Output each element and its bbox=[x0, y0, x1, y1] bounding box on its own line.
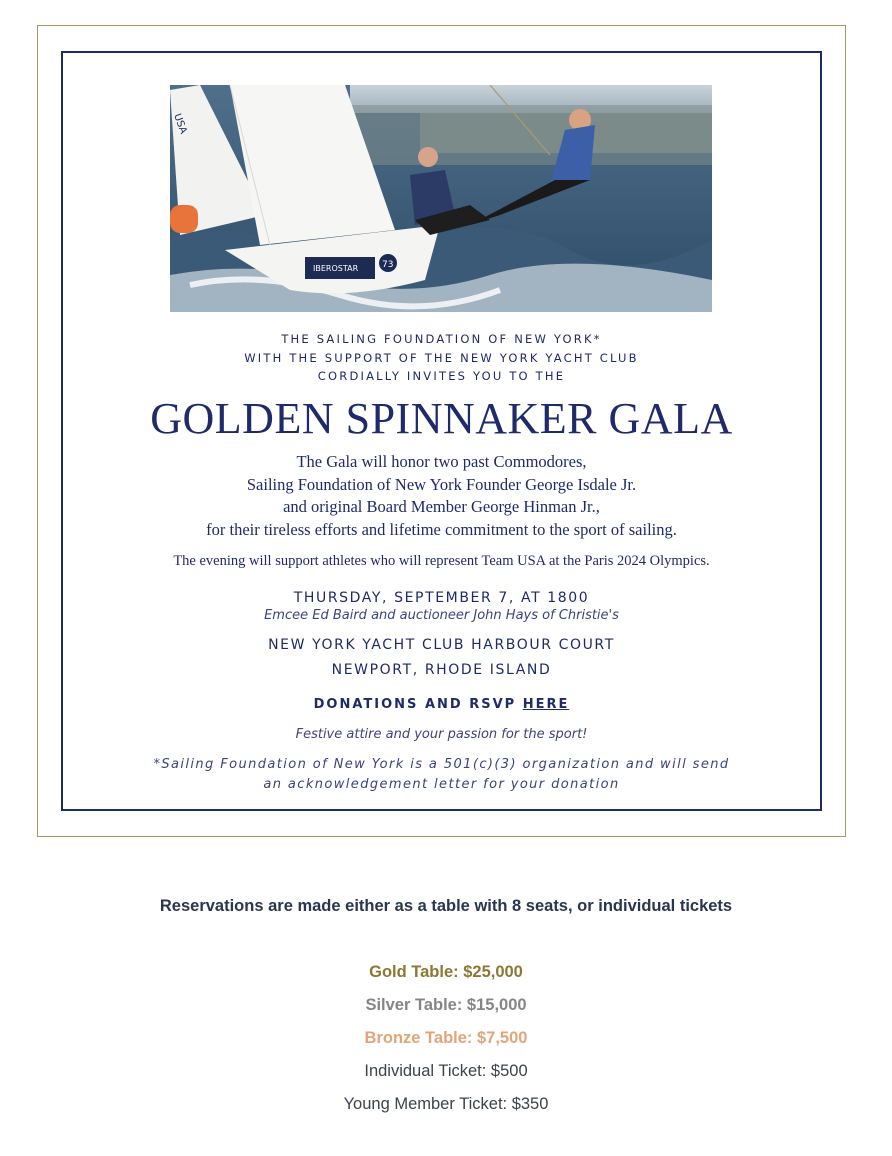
reservations-heading: Reservations are made either as a table with 8 seats, or individual tickets bbox=[159, 897, 733, 915]
sail-number: 73 bbox=[382, 260, 394, 270]
footnote bbox=[61, 755, 822, 795]
price-young-member-ticket: Young Member Ticket: $350 bbox=[343, 1095, 549, 1113]
kicker-line: THE SAILING FOUNDATION OF NEW YORK* bbox=[281, 332, 602, 346]
kicker-line: CORDIALLY INVITES YOU TO THE bbox=[317, 369, 566, 383]
attire-note: Festive attire and your passion for the sport! bbox=[295, 727, 588, 742]
sailing-photo bbox=[170, 85, 712, 312]
price-gold-table: Gold Table: $25,000 bbox=[369, 963, 523, 981]
rsvp-line bbox=[61, 695, 822, 715]
kicker-line: WITH THE SUPPORT OF THE NEW YORK YACHT CLUB bbox=[244, 350, 639, 365]
support-line: The evening will support athletes who will represent Team USA at the Paris 2024 Olympics. bbox=[173, 553, 710, 569]
honor-line: and original Board Member George Hinman Jr., bbox=[283, 497, 600, 517]
price-bronze-table: Bronze Table: $7,500 bbox=[364, 1029, 528, 1047]
footnote-line: an acknowledgement letter for your donation bbox=[263, 777, 620, 792]
price-individual-ticket: Individual Ticket: $500 bbox=[364, 1062, 528, 1080]
emcee-line: Emcee Ed Baird and auctioneer John Hays of Christie's bbox=[264, 608, 619, 623]
price-silver-table: Silver Table: $15,000 bbox=[365, 996, 527, 1014]
invitation-kicker bbox=[61, 330, 822, 386]
honor-line: Sailing Foundation of New York Founder George Isdale Jr. bbox=[246, 474, 637, 494]
footnote-line: *Sailing Foundation of New York is a 501(c)(3) organization and will send bbox=[153, 757, 730, 772]
sail-text: USA bbox=[171, 112, 189, 136]
honor-line: for their tireless efforts and lifetime commitment to the sport of sailing. bbox=[206, 520, 677, 540]
rsvp-label: DONATIONS AND RSVP bbox=[313, 697, 517, 712]
event-date: THURSDAY, SEPTEMBER 7, AT 1800 bbox=[293, 590, 590, 606]
honor-line: The Gala will honor two past Commodores, bbox=[296, 452, 587, 471]
venue-line: NEW YORK YACHT CLUB HARBOUR COURT bbox=[268, 637, 615, 653]
honor-paragraph bbox=[61, 451, 822, 542]
gala-title: GOLDEN SPINNAKER GALA bbox=[150, 394, 733, 443]
rsvp-here-link[interactable]: HERE bbox=[522, 697, 570, 712]
venue bbox=[61, 633, 822, 683]
hull-text: IBEROSTAR bbox=[313, 264, 359, 273]
venue-line: NEWPORT, RHODE ISLAND bbox=[331, 662, 552, 678]
